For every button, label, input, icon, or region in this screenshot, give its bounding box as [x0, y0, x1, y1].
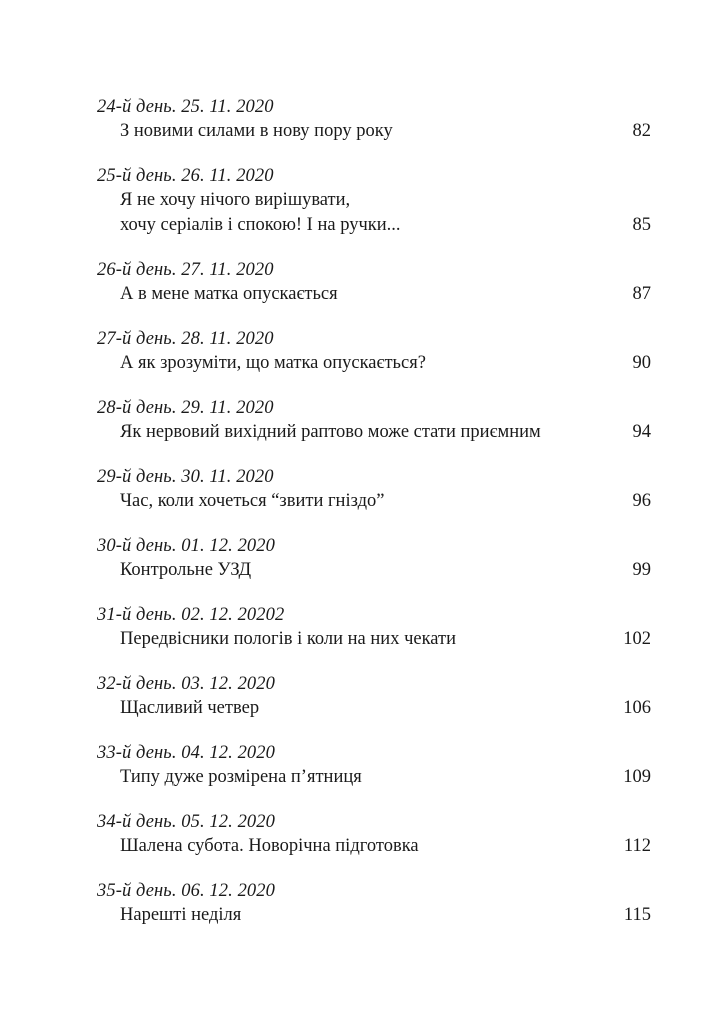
toc-entry[interactable] [97, 465, 651, 514]
entry-page-number: 115 [623, 905, 651, 925]
entry-title-row [97, 351, 651, 376]
entry-date: 24-й день. 25. 11. 2020 [97, 97, 274, 117]
entry-title-row [97, 696, 651, 721]
entry-date: 29-й день. 30. 11. 2020 [97, 467, 274, 487]
entry-title-row [97, 282, 651, 307]
entry-title: Нарешті неділя [120, 905, 242, 925]
table-of-contents [97, 95, 651, 948]
entry-title: Я не хочу нічого вирішувати, хочу серіалів і спокою! І на ручки... [120, 190, 401, 235]
toc-entry[interactable] [97, 603, 651, 652]
entry-title: Час, коли хочеться “звити гніздо” [120, 491, 385, 511]
entry-date: 35-й день. 06. 12. 2020 [97, 881, 275, 901]
entry-date: 28-й день. 29. 11. 2020 [97, 398, 274, 418]
entry-page-number: 90 [632, 353, 651, 373]
entry-title: А в мене матка опускається [120, 284, 338, 304]
toc-entry[interactable] [97, 396, 651, 445]
toc-entry[interactable] [97, 810, 651, 859]
entry-title: Типу дуже розмірена п’ятниця [120, 767, 362, 787]
entry-page-number: 106 [623, 698, 651, 718]
toc-entry[interactable] [97, 534, 651, 583]
entry-title-row [97, 489, 651, 514]
entry-title-row [97, 188, 651, 238]
toc-entry[interactable] [97, 258, 651, 307]
entry-page-number: 99 [632, 560, 651, 580]
entry-page-number: 94 [632, 422, 651, 442]
entry-page-number: 112 [623, 836, 651, 856]
entry-title-row [97, 903, 651, 928]
entry-page-number: 85 [632, 215, 651, 235]
entry-page-number: 109 [623, 767, 651, 787]
entry-title: Передвісники пологів і коли на них чекати [120, 629, 457, 649]
toc-entry[interactable] [97, 741, 651, 790]
toc-entry[interactable] [97, 672, 651, 721]
entry-title: Шалена субота. Новорічна підготовка [120, 836, 419, 856]
entry-title: Контрольне УЗД [120, 560, 252, 580]
entry-title-row [97, 119, 651, 144]
entry-date: 32-й день. 03. 12. 2020 [97, 674, 275, 694]
entry-title-row [97, 765, 651, 790]
entry-date: 26-й день. 27. 11. 2020 [97, 260, 274, 280]
entry-date: 30-й день. 01. 12. 2020 [97, 536, 275, 556]
entry-date: 27-й день. 28. 11. 2020 [97, 329, 274, 349]
entry-page-number: 96 [632, 491, 651, 511]
entry-title: З новими силами в нову пору року [120, 121, 393, 141]
entry-page-number: 87 [632, 284, 651, 304]
entry-title: Як нервовий вихідний раптово може стати приємним [120, 422, 541, 442]
entry-date: 25-й день. 26. 11. 2020 [97, 166, 274, 186]
toc-entry[interactable] [97, 164, 651, 238]
entry-title: Щасливий четвер [120, 698, 260, 718]
entry-title-row [97, 558, 651, 583]
entry-date: 31-й день. 02. 12. 20202 [97, 605, 285, 625]
entry-date: 34-й день. 05. 12. 2020 [97, 812, 275, 832]
entry-title-row [97, 834, 651, 859]
toc-entry[interactable] [97, 879, 651, 928]
entry-title: А як зрозуміти, що матка опускається? [120, 353, 426, 373]
entry-title-row [97, 420, 651, 445]
entry-title-row [97, 627, 651, 652]
entry-page-number: 82 [632, 121, 651, 141]
entry-date: 33-й день. 04. 12. 2020 [97, 743, 275, 763]
toc-entry[interactable] [97, 327, 651, 376]
entry-page-number: 102 [623, 629, 651, 649]
toc-entry[interactable] [97, 95, 651, 144]
